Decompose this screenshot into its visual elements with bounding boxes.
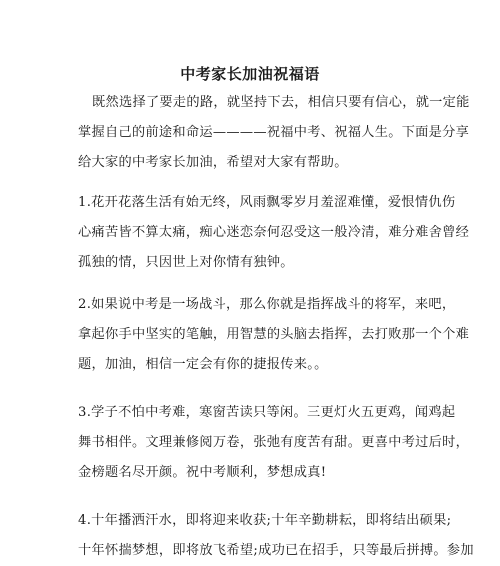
intro-paragraph [78,88,470,178]
wish-item-4 [78,506,474,566]
paragraph-line: 2.如果说中考是一场战斗，那么你就是指挥战斗的将军，来吧， [78,297,456,312]
paragraph-line: 3.学子不怕中考难，寒窗苦读只等闲。三更灯火五更鸡，闻鸡起 [78,405,456,420]
paragraph-line: 掌握自己的前途和命运————祝福中考、祝福人生。下面是分享 [78,125,470,140]
paragraph-line: 舞书相伴。文理兼修阅万卷，张弛有度苦有甜。更喜中考过后时， [78,435,470,450]
paragraph-line: 给大家的中考家长加油，希望对大家有帮助。 [78,155,348,170]
wish-item-1 [78,188,470,278]
paragraph-line: 拿起你手中坚实的笔触，用智慧的头脑去指挥，去打败那一个个难 [78,327,470,342]
paragraph-line: 1.花开花落生活有始无终，风雨飘零岁月羞涩难懂，爱恨情仇伤 [78,195,456,210]
paragraph-line: 心痛苦皆不算太痛，痴心迷恋奈何忍受这一般冷清，难分难舍曾经 [78,225,470,240]
page-title: 中考家长加油祝福语 [180,65,320,83]
wish-item-3 [78,398,470,488]
paragraph-line: 孤独的情，只因世上对你情有独钟。 [78,255,294,270]
paragraph-line: 十年怀揣梦想，即将放飞希望;成功已在招手，只等最后拼搏。参加 [78,543,474,558]
paragraph-line: 题，加油，相信一定会有你的捷报传来。。 [78,357,328,372]
paragraph-line: 金榜题名尽开颜。祝中考顺利，梦想成真! [78,465,327,480]
wish-item-2 [78,290,470,380]
paragraph-line: 4.十年播洒汗水，即将迎来收获;十年辛勤耕耘，即将结出硕果; [78,513,452,528]
paragraph-line: 既然选择了要走的路，就坚持下去，相信只要有信心，就一定能 [92,95,470,110]
